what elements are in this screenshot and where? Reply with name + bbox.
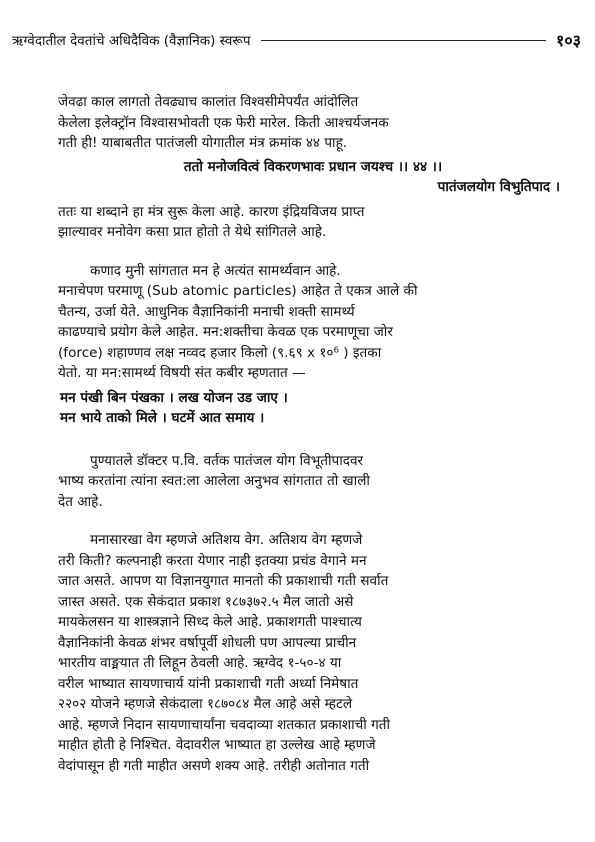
text-line: जात असते. आपण या विज्ञानयुगात मानतो की प्रकाशाची गती सर्वात: [58, 573, 389, 589]
mantra-source: पातंजलयोग विभुतिपाद ।: [437, 179, 560, 195]
text-line: मनासारखा वेग म्हणजे अतिशय वेग. अतिशय वेग म्हणजे: [90, 532, 363, 548]
text-line: वैज्ञानिकांनी केवळ शंभर वर्षापूर्वी शोधली पण आपल्या प्राचीन: [58, 634, 357, 651]
text-line: येतो. या मन:सामर्थ्य विषयी संत कबीर म्हणतात —: [58, 365, 306, 381]
page-body: [58, 92, 568, 776]
kabir-couplet: [58, 388, 568, 429]
text-line: कणाद मुनी सांगतात मन हे अत्यंत सामर्थ्यवान आहे.: [90, 262, 341, 279]
text-line: काढण्याचे प्रयोग केले आहेत. मन:शक्तीचा केवळ एक परमाणूचा जोर: [58, 324, 393, 340]
sanskrit-mantra: ततो मनोजवित्वं विकरणभावः प्रधान जयश्च ।। ४४ ।।: [183, 158, 443, 175]
text-line: चैतन्य, उर्जा येते. आधुनिक वैज्ञानिकांनी मनाची शक्ती सामर्थ्य: [58, 303, 355, 320]
text-line: तरी किती? कल्पनाही करता येणार नाही इतक्या प्रचंड वेगाने मन: [58, 552, 367, 569]
paragraph-2: [58, 202, 568, 243]
header-title: ऋग्वेदातील देवतांचे अधिदैविक (वैज्ञानिक) स्वरूप: [12, 33, 251, 49]
text-line: भाष्य करतांना त्यांना स्वत:ला आलेला अनुभव सांगतात तो खाली: [58, 473, 370, 489]
text-line: भारतीय वाङ्मयात ती लिहून ठेवली आहे. ऋग्वेद १-५०-४ या: [58, 655, 342, 671]
text-line: वेदांपासून ही गती माहीत असणे शक्य आहे. तरीही अतोनात गती: [58, 757, 370, 774]
text-line: (force) शहाण्णव लक्ष नव्वद हजार किलो (९.६९ x १०⁶ ) इतका: [58, 344, 382, 361]
text-line: जास्त असते. एक सेकंदात प्रकाश १८७३७२.५ मैल जातो असे: [58, 593, 354, 610]
text-line: वरील भाष्यात सायणाचार्य यांनी प्रकाशाची गती अर्ध्या निमेषात: [58, 675, 359, 692]
text-line: २२०२ योजने म्हणजे सेकंदाला १८७०८४ मैल आहे असे म्हटले: [58, 696, 353, 712]
text-line: ततः या शब्दाने हा मंत्र सुरू केला आहे. कारण इंद्रियविजय प्राप्त: [58, 203, 365, 220]
text-line: मनाचेपण परमाणू (Sub atomic particles) आहेत ते एकत्र आले की: [58, 283, 418, 299]
text-line: केलेला इलेक्ट्रॉन विश्वासभोवती एक फेरी मारेल. किती आश्चर्यजनक: [58, 114, 389, 131]
paragraph-1: [58, 92, 568, 154]
couplet-line: मन पंखी बिन पंखका । लख योजन उड जाए ।: [60, 389, 288, 406]
text-line: आहे. म्हणजे निदान सायणाचार्यांना चवदाव्या शतकात प्रकाशाची गती: [58, 716, 391, 733]
running-header: [12, 30, 581, 50]
header-rule: [261, 40, 546, 41]
text-line: देत आहे.: [58, 493, 103, 510]
paragraph-4: [58, 451, 568, 513]
couplet-line: मन भाये ताको मिले । घटमें आत समाय ।: [60, 410, 265, 426]
text-line: झाल्यावर मनोवेग कसा प्रात होतो ते येथे सांगितले आहे.: [58, 224, 327, 240]
text-line: गती ही! याबाबतीत पातंजली योगातील मंत्र क्रमांक ४४ पाहू.: [58, 135, 348, 151]
page-number: १०३: [556, 31, 581, 50]
paragraph-3: [58, 261, 568, 384]
text-line: माहीत होती हे निश्चित. वेदावरील भाष्यात हा उल्लेख आहे म्हणजे: [58, 737, 376, 753]
text-line: पुण्यातले डॉक्टर प.वि. वर्तक पातंजल योग विभूतीपादवर: [90, 452, 364, 469]
text-line: मायकेलसन या शास्त्रज्ञाने सिध्द केले आहे. प्रकाशगती पाश्चात्य: [58, 614, 362, 630]
text-line: जेवढा काल लागतो तेवढ्याच कालांत विश्वसीमेपर्यंत आंदोलित: [58, 94, 359, 110]
paragraph-5: [58, 530, 568, 776]
